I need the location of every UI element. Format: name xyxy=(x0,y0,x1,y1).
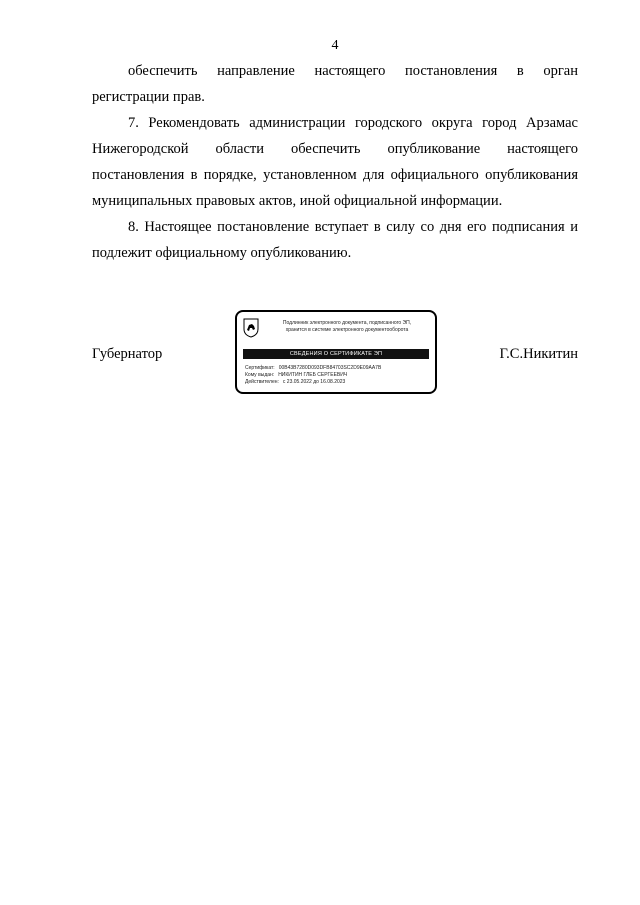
certificate-label: Сертификат: xyxy=(245,365,275,371)
paragraph-item-7: 7. Рекомендовать администрации городского округа город Арзамас Нижегородской области обеспечить опубликование настоящего постановления в порядке, установленном для официального опубликования муниципальных правовых актов, иной официальной информации. xyxy=(92,115,578,209)
stamp-header xyxy=(263,320,431,334)
validity-value: с 23.05.2022 до 16.08.2023 xyxy=(282,379,346,385)
certificate-details xyxy=(245,365,431,386)
certificate-info-bar: СВЕДЕНИЯ О СЕРТИФИКАТЕ ЭП xyxy=(243,349,429,359)
stamp-header-line-2: хранится в системе электронного документооборота xyxy=(285,327,409,333)
owner-row xyxy=(245,372,431,379)
document-body xyxy=(92,58,578,266)
signatory-name: Г.С.Никитин xyxy=(499,346,578,362)
signatory-title: Губернатор xyxy=(92,346,163,362)
signature-block xyxy=(92,310,578,398)
owner-label: Кому выдан: xyxy=(245,372,275,378)
owner-value: НИКИТИН ГЛЕБ СЕРГЕЕВИЧ xyxy=(278,372,348,378)
stamp-header-line-1: Подлинник электронного документа, подписанного ЭП, xyxy=(282,320,412,326)
paragraph-continuation: обеспечить направление настоящего постановления в орган регистрации прав. xyxy=(92,63,578,105)
page-number: 4 xyxy=(331,38,339,53)
electronic-signature-stamp xyxy=(235,310,437,394)
coat-of-arms-icon xyxy=(243,318,259,338)
certificate-row xyxy=(245,365,431,372)
certificate-value: 00B43B7280D093DFB84703SC2D9E09AA7B xyxy=(278,365,382,371)
validity-row xyxy=(245,379,431,386)
validity-label: Действителен: xyxy=(245,379,279,385)
paragraph-item-8: 8. Настоящее постановление вступает в силу со дня его подписания и подлежит официальному опубликованию. xyxy=(92,219,578,261)
